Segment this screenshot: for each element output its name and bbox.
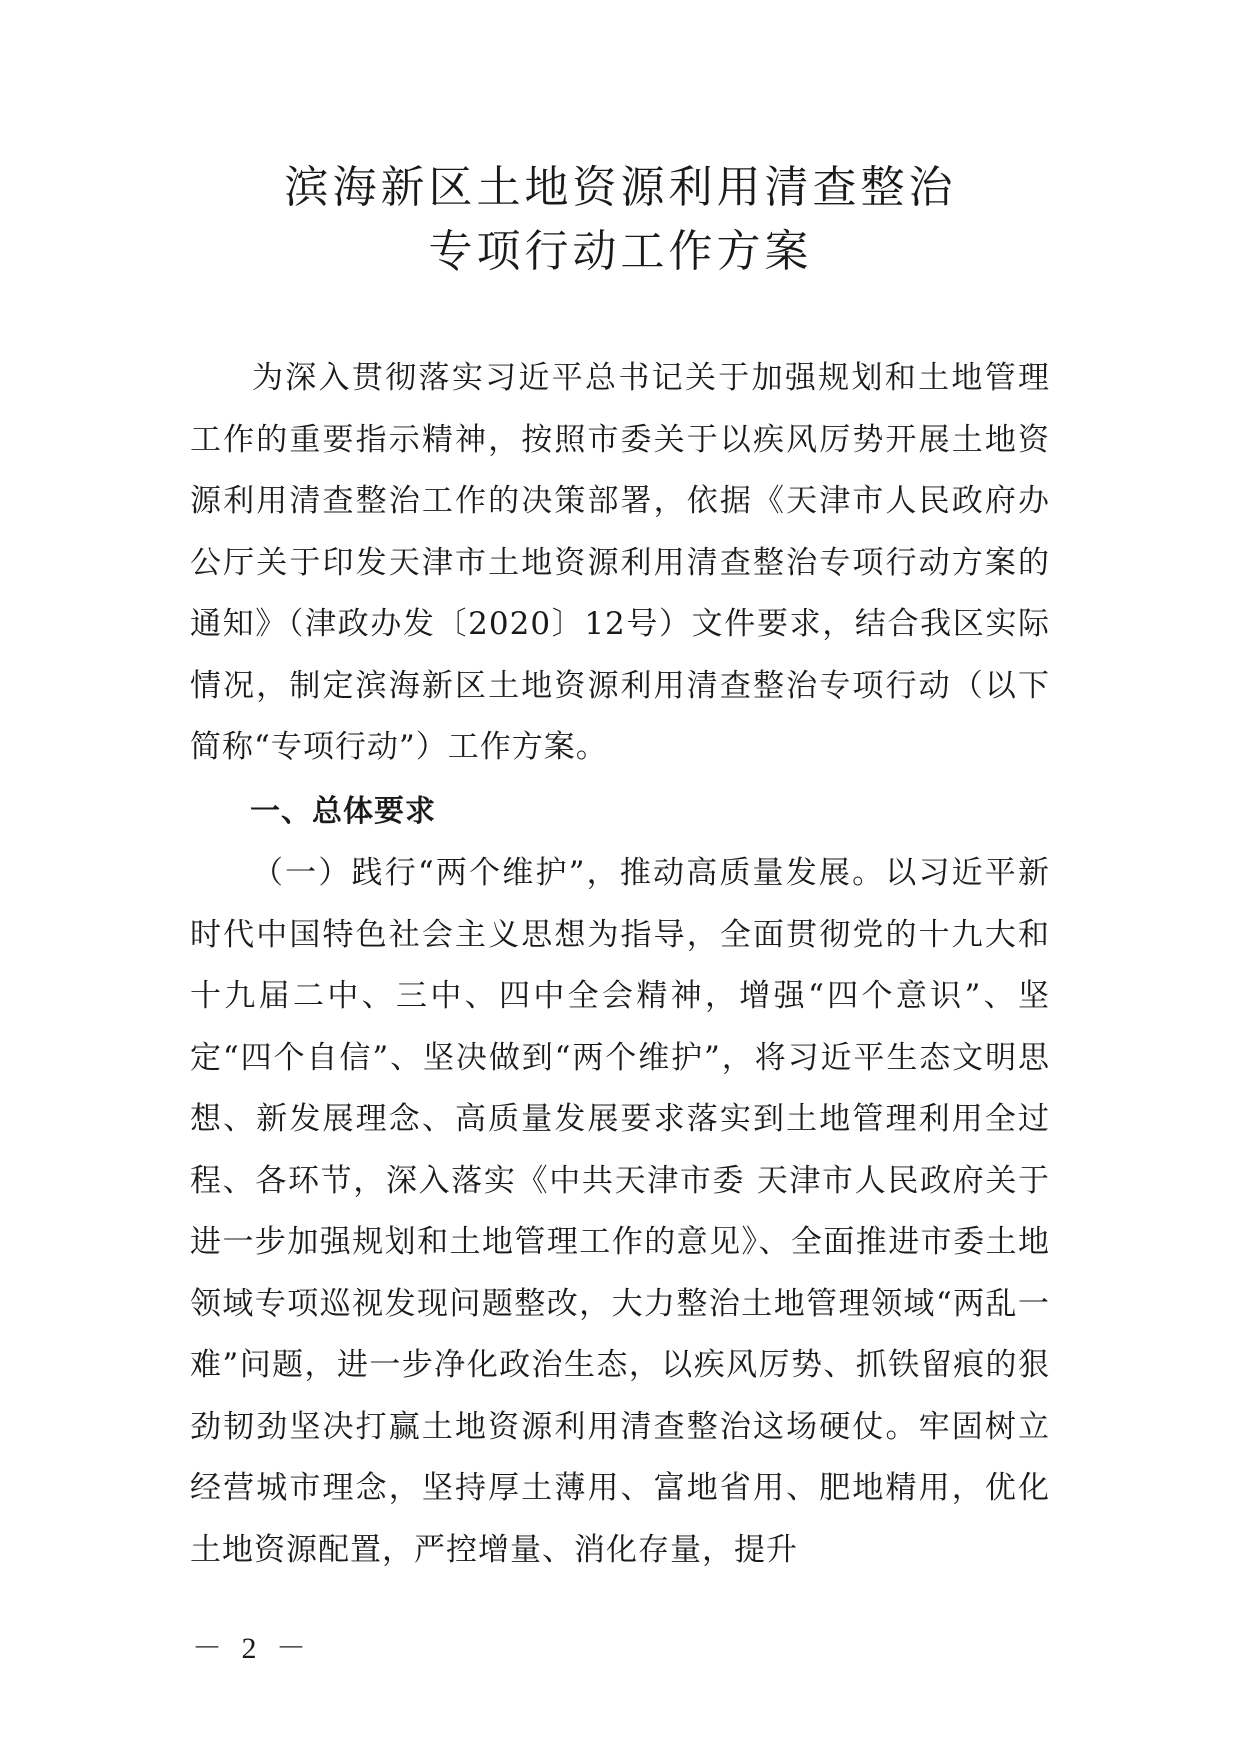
- intro-paragraph-block: [190, 348, 1050, 779]
- document-title-line-2: 专项行动工作方案: [428, 226, 813, 277]
- page-number: － 2 －: [192, 1632, 312, 1665]
- intro-paragraph: 为深入贯彻落实习近平总书记关于加强规划和土地管理工作的重要指示精神，按照市委关于以疾风厉势开展土地资源利用清查整治工作的决策部署，依据《天津市人民政府办公厅关于印发天津市土地资源利用清查整治专项行动方案的通知》（津政办发〔2020〕12号）文件要求，结合我区实际情况，制定滨海新区土地资源利用清查整治专项行动（以下简称“专项行动”）工作方案。: [190, 360, 1050, 765]
- section-heading: 一、总体要求: [250, 794, 436, 829]
- document-title-line-1: 滨海新区土地资源利用清查整治: [284, 162, 957, 213]
- section-paragraph: （一）践行“两个维护”，推动高质量发展。以习近平新时代中国特色社会主义思想为指导，全面贯彻党的十九大和十九届二中、三中、四中全会精神，增强“四个意识”、坚定“四个自信”、坚决做到“两个维护”，将习近平生态文明思想、新发展理念、高质量发展要求落实到土地管理利用全过程、各环节，深入落实《中共天津市委 天津市人民政府关于进一步加强规划和土地管理工作的意见》、全面推进市委土地领域专项巡视发现问题整改，大力整治土地管理领域“两乱一难”问题，进一步净化政治生态，以疾风厉势、抓铁留痕的狠劲韧劲坚决打赢土地资源利用清查整治这场硬仗。牢固树立经营城市理念，坚持厚土薄用、富地省用、肥地精用，优化土地资源配置，严控增量、消化存量，提升: [190, 855, 1050, 1568]
- section-heading-block: [190, 781, 1050, 843]
- section-paragraph-block: [190, 843, 1050, 1581]
